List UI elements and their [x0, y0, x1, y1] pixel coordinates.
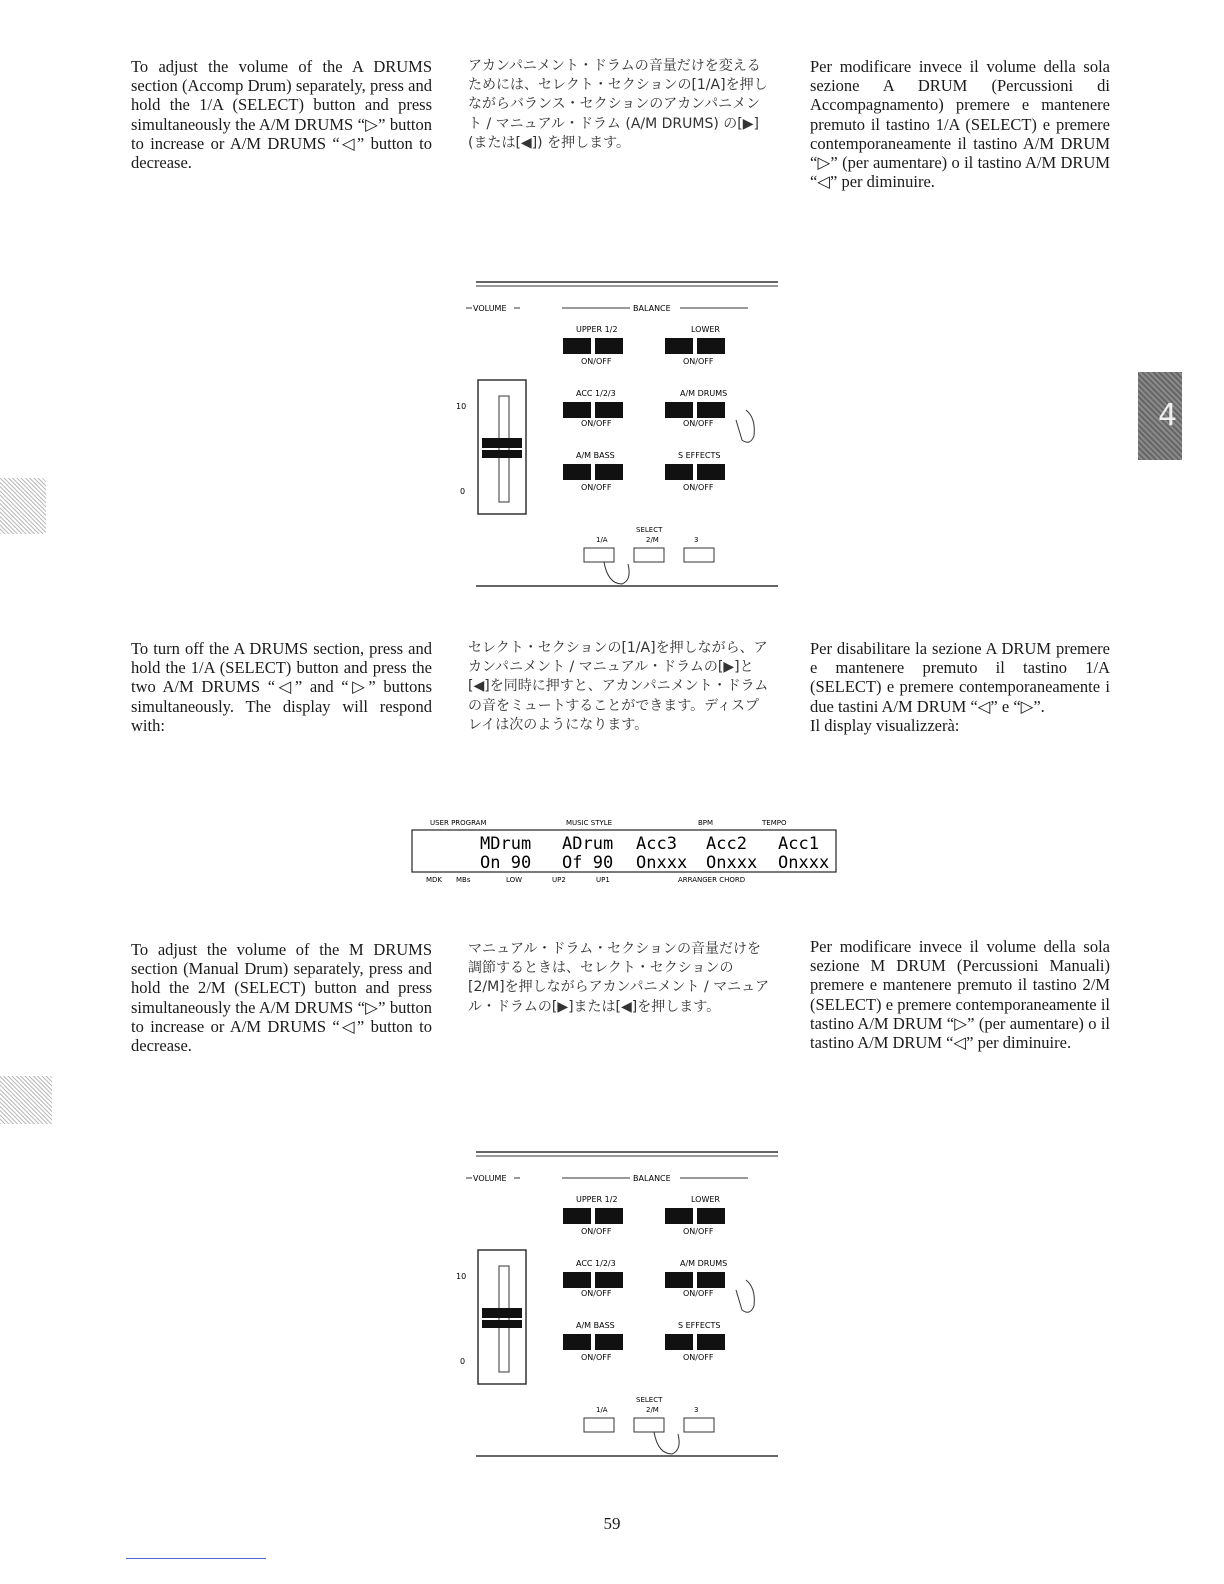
svg-text:A/M BASS: A/M BASS [576, 1321, 615, 1330]
group-lower-label: LOWER [691, 325, 720, 334]
svg-text:A/M DRUMS: A/M DRUMS [680, 1259, 728, 1268]
chapter-tab [1138, 372, 1182, 460]
scale-bottom: 0 [460, 487, 466, 496]
svg-text:Onxxx: Onxxx [778, 853, 830, 873]
svg-text:10: 10 [456, 1272, 467, 1281]
svg-text:ON/OFF: ON/OFF [581, 1289, 612, 1298]
section2-japanese-text: セレクト・セクションの[1/A]を押しながら、アカンパニメント / マニュアル・ドラムの[▶]と[◀]を同時に押すと、アカンパニメント・ドラムの音をミュートすることができます。ディスプレイは次のようになります。 [468, 640, 769, 733]
hand-pointer-icon [736, 410, 754, 442]
hand-pointer-icon [604, 562, 629, 584]
hand-pointer-icon [654, 1432, 679, 1454]
svg-text:Acc1: Acc1 [778, 834, 819, 854]
svg-text:Onxxx: Onxxx [636, 853, 688, 873]
svg-text:Acc3: Acc3 [636, 834, 677, 854]
section1-italian [810, 57, 1110, 191]
svg-text:Acc2: Acc2 [706, 834, 747, 854]
panel-diagram-a-drums [448, 280, 788, 600]
svg-text:On 90: On 90 [480, 853, 532, 873]
section2-english [131, 639, 432, 735]
svg-text:LOW: LOW [506, 876, 523, 884]
section1-english [131, 57, 432, 172]
onoff-acc: ON/OFF [581, 419, 612, 428]
svg-text:MDrum: MDrum [480, 834, 532, 854]
section1-italian-text: Per modificare invece il volume della sola sezione A DRUM (Percussioni di Accompagnamento) premere e mantenere premuto il tastino 1/A (SELECT) e premere contemporaneamente il tastino A/M DRUM “▷” (per aumentare) o il tastino A/M DRUM “◁” per diminuire. [810, 57, 1110, 192]
onoff-upper: ON/OFF [581, 357, 612, 366]
svg-text:ADrum: ADrum [562, 834, 614, 854]
svg-text:LOWER: LOWER [691, 1195, 720, 1204]
section3-italian [810, 937, 1110, 1052]
svg-text:UP1: UP1 [596, 876, 610, 884]
footer-rule [126, 1558, 266, 1559]
svg-text:ON/OFF: ON/OFF [683, 1289, 714, 1298]
svg-text:1/A: 1/A [596, 536, 608, 544]
section2-italian-text: Per disabilitare la sezione A DRUM premere e mantenere premuto il tastino 1/A (SELECT) e premere contemporaneamente i due tastini A/M DRUM “◁” e “▷”. [810, 639, 1110, 716]
svg-text:Onxxx: Onxxx [706, 853, 758, 873]
group-acc-label: ACC 1/2/3 [576, 389, 616, 398]
svg-text:VOLUME: VOLUME [473, 1174, 507, 1183]
section1-japanese-text: アカンパニメント・ドラムの音量だけを変えるためには、セレクト・セクションの[1/A]を押しながらバランス・セクションのアカンパニメント / マニュアル・ドラム (A/M DRUMS) の[▶] (または[◀]) を押します。 [468, 58, 768, 151]
section1-english-text: To adjust the volume of the A DRUMS section (Accomp Drum) separately, press and hold the 1/A (SELECT) button and press simultaneously the A/M DRUMS “▷” button to increase or A/M DRUMS “◁” button to decrease. [131, 57, 432, 173]
svg-text:BALANCE: BALANCE [633, 1174, 671, 1183]
scan-speck [0, 1076, 52, 1124]
group-drums-label: A/M DRUMS [680, 389, 728, 398]
onoff-lower: ON/OFF [683, 357, 714, 366]
svg-text:ON/OFF: ON/OFF [683, 1353, 714, 1362]
svg-text:ON/OFF: ON/OFF [581, 1227, 612, 1236]
svg-text:MBs: MBs [456, 876, 471, 884]
section1-japanese [468, 57, 770, 153]
hand-pointer-icon [736, 1280, 754, 1312]
svg-text:Of 90: Of 90 [562, 853, 614, 873]
group-effects-label: S EFFECTS [678, 451, 721, 460]
section2-japanese [468, 639, 770, 735]
group-upper-label: UPPER 1/2 [576, 325, 618, 334]
scale-top: 10 [456, 402, 467, 411]
svg-text:3: 3 [694, 1406, 699, 1414]
lcd-header-user-program: USER PROGRAM [430, 819, 487, 827]
section3-japanese [468, 940, 770, 1017]
svg-text:UPPER 1/2: UPPER 1/2 [576, 1195, 618, 1204]
lcd-display [410, 812, 840, 888]
lcd-header-tempo: TEMPO [762, 819, 787, 827]
svg-text:S EFFECTS: S EFFECTS [678, 1321, 721, 1330]
balance-label: BALANCE [633, 304, 671, 313]
page-number: 59 [603, 1514, 621, 1533]
onoff-bass: ON/OFF [581, 483, 612, 492]
lcd-header-music-style: MUSIC STYLE [566, 819, 613, 827]
panel-diagram-m-drums [448, 1150, 788, 1470]
onoff-effects: ON/OFF [683, 483, 714, 492]
section3-japanese-text: マニュアル・ドラム・セクションの音量だけを調節するときは、セレクト・セクションの[2/M]を押しながらアカンパニメント / マニュアル・ドラムの[▶]または[◀]を押します。 [468, 941, 770, 1015]
svg-text:ARRANGER CHORD: ARRANGER CHORD [678, 876, 746, 884]
scan-speck [0, 478, 46, 534]
section2-italian [810, 639, 1110, 735]
svg-text:2/M: 2/M [646, 536, 659, 544]
svg-text:ON/OFF: ON/OFF [581, 1353, 612, 1362]
svg-text:UP2: UP2 [552, 876, 566, 884]
svg-text:1/A: 1/A [596, 1406, 608, 1414]
svg-text:ON/OFF: ON/OFF [683, 1227, 714, 1236]
group-bass-label: A/M BASS [576, 451, 615, 460]
svg-text:3: 3 [694, 536, 699, 544]
section3-english [131, 940, 432, 1055]
svg-text:SELECT: SELECT [636, 1396, 663, 1404]
volume-label: VOLUME [473, 304, 507, 313]
select-label: SELECT [636, 526, 663, 534]
onoff-drums: ON/OFF [683, 419, 714, 428]
section2-italian-text-2: Il display visualizzerà: [810, 715, 960, 735]
section3-italian-text: Per modificare invece il volume della sola sezione M DRUM (Percussioni Manuali) premere e mantenere premuto il tastino 2/M (SELECT) e premere contemporaneamente il tastino A/M DRUM “▷” (per aumentare) o il tastino A/M DRUM “◁” per diminuire. [810, 937, 1110, 1053]
svg-text:2/M: 2/M [646, 1406, 659, 1414]
svg-text:MDK: MDK [426, 876, 443, 884]
svg-text:ACC 1/2/3: ACC 1/2/3 [576, 1259, 616, 1268]
section3-english-text: To adjust the volume of the M DRUMS section (Manual Drum) separately, press and hold the 2/M (SELECT) button and press simultaneously the A/M DRUMS “▷” button to increase or A/M DRUMS “◁” button to decrease. [131, 940, 432, 1056]
svg-text:0: 0 [460, 1357, 466, 1366]
lcd-header-bpm: BPM [698, 819, 714, 827]
chapter-number: 4 [1158, 398, 1178, 433]
section2-english-text: To turn off the A DRUMS section, press and hold the 1/A (SELECT) button and press the two A/M DRUMS “◁” and “▷” buttons simultaneously. The display will respond with: [131, 639, 432, 735]
